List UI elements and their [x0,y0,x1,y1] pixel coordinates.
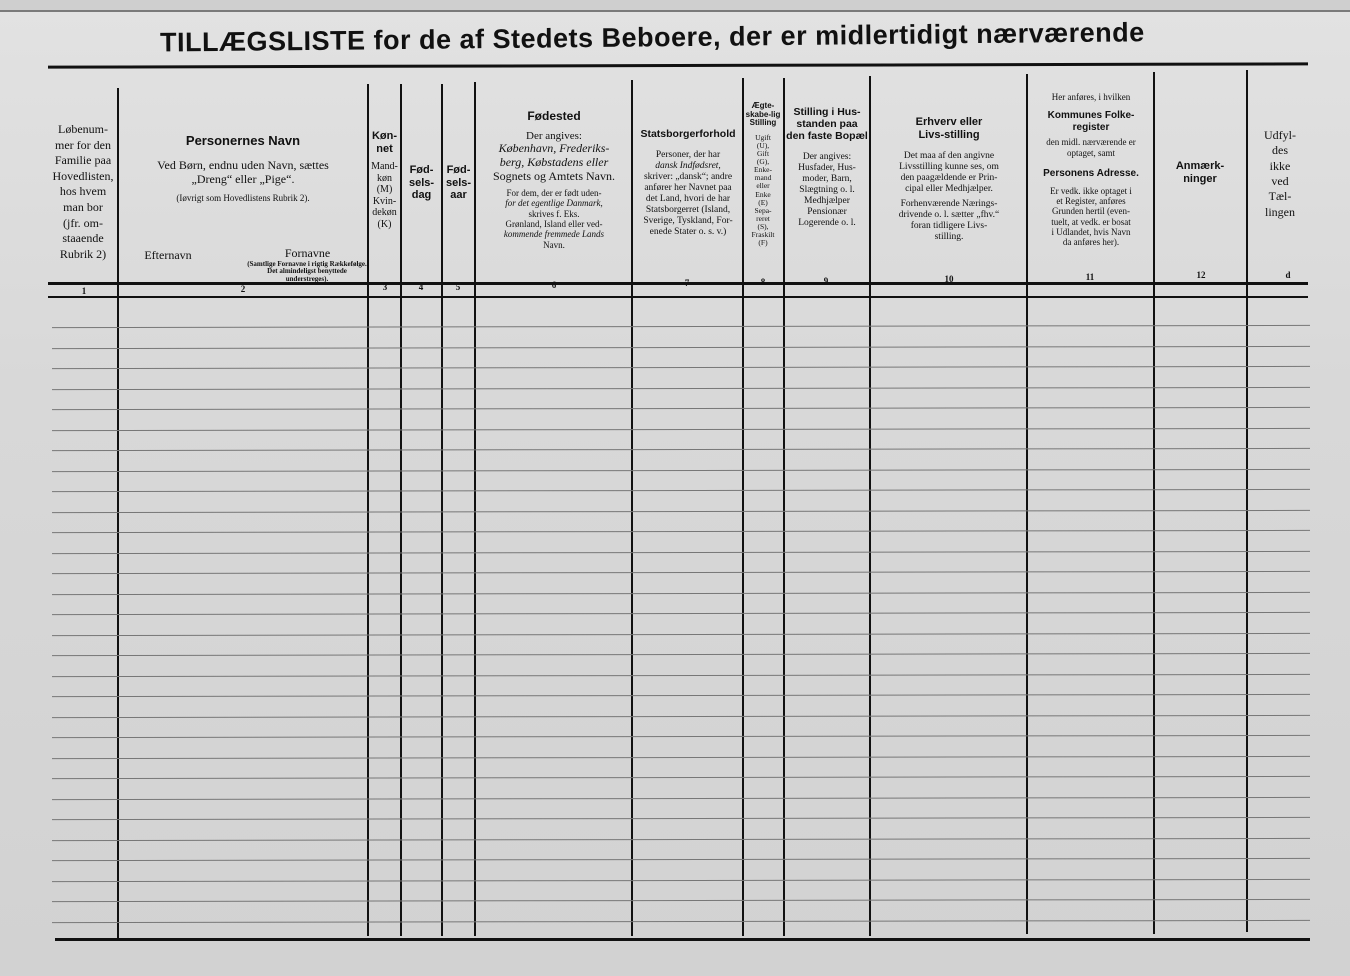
entry-row-line [52,366,1310,369]
col-d-line: Tæl- [1268,189,1292,204]
col6-heading: Fødested [527,110,581,123]
col-number-9: 9 [823,276,829,286]
col7-line: Sverige, Tyskland, For- [643,215,733,226]
col8-line: mand [754,173,772,183]
col9-line: Husfader, Hus- [798,163,856,174]
col7-line: Statsborgerret (Island, [645,204,731,215]
col12-heading: Anmærk-ninger [1175,160,1225,185]
col1-line: Familie paa [54,153,112,168]
col3-line: Kvin- [372,195,397,207]
entry-row-line [52,550,1310,553]
col10-line: Livsstilling kunne ses, om [899,162,999,173]
col-d-header [1250,128,1310,220]
col2-note3: (Iøvrigt som Hovedlistens Rubrik 2). [176,192,310,203]
col8-line: Sepa- [754,205,772,215]
col6-line: København, Frederiks- [498,141,610,156]
col9-line: Slægtning o. l. [799,184,855,195]
entry-row-line [52,325,1310,328]
col10-line: Forhenværende Nærings- [900,198,998,209]
entry-row-line [52,345,1310,348]
col10-heading: Erhverv eller Livs-stilling [915,116,983,141]
col10-line: Det maa af den angivne [903,151,995,162]
title-underline [48,62,1308,68]
col9-line: moder, Barn, [802,174,852,185]
col8-line: (U), [756,140,770,150]
col7-line: skriver: „dansk“; andre [643,171,733,182]
col-divider-10 [1026,74,1028,934]
col1-line: Rubrik 2) [59,246,107,261]
entry-row-line [52,776,1310,779]
col2-firstnames-label: Fornavne [284,247,331,260]
col11-heading2: Personens Adresse. [1043,168,1139,180]
col1-line: hos hvem [59,184,107,199]
entry-row-line [52,714,1310,717]
col8-line: eller [756,181,770,191]
entry-row-line [52,735,1310,738]
col3-line: (M) [376,184,393,196]
entry-row-line [52,878,1310,881]
col1-header [50,122,116,262]
col2-surname-label: Efternavn [144,249,192,262]
col2-firstnames-note: (Samtlige Fornavne i rigtig Rækkefølge. Det almindeligst benyttede understreges). [247,261,367,283]
col6-line: Navn. [543,239,565,250]
entry-row-line [52,796,1310,799]
col-number-12: 12 [1196,270,1206,280]
entry-row-line [52,448,1310,451]
col-divider-9 [869,76,871,936]
col9-line: Pensionær [807,206,847,217]
entry-row-line [52,899,1310,902]
col9-line: Medhjælper [804,195,850,206]
entry-row-line [52,858,1310,861]
col6-line: Der angives: [526,129,582,142]
col10-line: den paagældende er Prin- [900,173,998,184]
entry-row-line [52,489,1310,492]
col-divider-4 [441,84,443,936]
col4-heading: Fød-sels-dag [408,164,435,202]
col3-heading: Køn-net [371,130,398,155]
col-divider-6 [631,80,633,936]
col-d-line: ved [1271,174,1289,189]
entry-row-line [52,755,1310,758]
col7-line: anfører her Navnet paa [644,182,732,193]
col7-header [634,128,742,237]
col3-header [369,130,400,230]
col11-line: et Register, anføres [1056,195,1126,206]
col3-line: (K) [377,218,392,230]
col-divider-3 [400,84,402,936]
entry-row-line [52,427,1310,430]
col11-header [1029,92,1153,248]
col2-note1: Ved Børn, endnu uden Navn, sættes [157,157,329,172]
col-number-5: 5 [455,282,461,292]
col2-header [120,134,366,203]
col-d-line: lingen [1265,204,1295,219]
col8-line: reret [756,213,770,223]
col10-line: drivende o. l. sætter „fhv.“ [898,209,1000,220]
col9-line: Der angives: [802,152,852,163]
entry-row-line [52,632,1310,635]
col8-line: Enke [755,189,771,199]
col-number-7: 7 [684,278,690,288]
col11-line: da anføres her). [1062,237,1120,248]
col9-header [786,106,868,229]
entry-row-line [52,919,1310,922]
col11-line: i Udlandet, hvis Navn [1051,226,1131,237]
col6-line: For dem, der er født uden- [506,187,602,198]
col11-line: Er vedk. ikke optaget i [1050,185,1132,196]
col-number-11: 11 [1085,272,1095,282]
header-bottom-rule-2 [48,296,1308,298]
entry-row-line [52,386,1310,389]
col8-line: Ugift [755,132,771,142]
col10-header [872,116,1026,243]
col1-line: man bor [63,199,103,214]
col6-line: skrives f. Eks. [528,208,580,219]
col-divider-5 [474,82,476,936]
col7-line: det Land, hvori de har [645,193,731,204]
col6-line: Grønland, Island eller ved- [505,218,603,229]
col9-line: Logerende o. l. [798,217,856,228]
col6-line: berg, Købstadens eller [499,155,609,170]
col8-header [744,102,782,247]
col7-line: Personer, der har [655,150,721,161]
col11-mid: den midl. nærværende er optaget, samt [1046,137,1136,158]
col1-line: (jfr. om- [63,215,103,230]
col11-pre: Her anføres, i hvilken [1051,92,1131,102]
entry-row-line [52,468,1310,471]
col11-line: Grunden hertil (even- [1052,206,1130,217]
col1-line: Hovedlisten, [52,168,114,183]
col7-line: dansk Indfødsret, [655,160,721,171]
col8-heading: Ægte-skabe-lig Stilling [745,102,781,128]
col-divider-8 [783,78,785,936]
form-title: TILLÆGSLISTE for de af Stedets Beboere, der er midlertidigt nærværende [159,17,1145,58]
entry-row-line [52,694,1310,697]
col6-header [477,110,631,250]
entry-row-line [52,612,1310,615]
entry-row-line [52,530,1310,533]
table-bottom-rule [55,938,1310,941]
col3-line: Mand- [371,161,398,173]
col-divider-12 [1246,70,1248,932]
col11-heading: Kommunes Folke-register [1047,110,1135,133]
col8-line: Gift [756,149,770,159]
col10-line: cipal eller Medhjælper. [905,184,993,195]
col3-line: køn [377,172,392,184]
col9-heading: Stilling i Hus-standen paa den faste Bopæl [786,106,868,143]
col-number-2: 2 [240,284,246,294]
col-number-3: 3 [382,282,388,292]
entry-row-line [52,653,1310,656]
col2-heading: Personernes Navn [185,134,301,148]
col3-line: dekøn [372,207,397,219]
col-number-8: 8 [760,277,766,287]
col2-note2: „Dreng“ eller „Pige“. [191,171,295,186]
entry-row-line [52,571,1310,574]
entry-row-line [52,673,1310,676]
col8-line: (E) [758,197,768,207]
col-number-4: 4 [418,282,424,292]
col-d-line: des [1272,143,1288,158]
col1-line: Løbenum- [58,122,108,136]
col6-line: Sognets og Amtets Navn. [493,169,615,184]
entry-row-line [52,509,1310,512]
col-number-10: 10 [944,274,954,284]
col-number-d: d [1285,270,1291,280]
col8-line: (F) [758,238,768,248]
col1-line: mer for den [55,137,111,152]
col8-line: (G), [756,157,770,167]
col6-line: for det egentlige Danmark, [505,198,603,209]
entry-row-line [52,837,1310,840]
col6-line: kommende fremmede Lands [503,229,605,240]
col8-line: (S), [757,221,769,231]
col10-line: stilling. [934,231,964,242]
col8-line: Fraskilt [751,230,775,239]
col7-heading: Statsborgerforhold [640,128,736,140]
col1-line: staaende [62,231,104,246]
col10-line: foran tidligere Livs- [910,220,988,231]
col-d-line: ikke [1269,158,1291,173]
scan-top-edge [0,0,1350,12]
col-number-6: 6 [551,280,557,290]
col8-line: Enke- [754,165,772,175]
entry-row-line [52,817,1310,820]
col-number-1: 1 [81,286,87,296]
col-divider-1 [117,88,119,938]
col5-heading: Fød-sels-aar [445,164,472,202]
entry-row-line [52,591,1310,594]
col7-line: enede Stater o. s. v.) [649,226,727,237]
col11-line: tuelt, at vedk. er bosat [1051,216,1131,227]
col-d-line: Udfyl- [1264,128,1296,142]
entry-row-line [52,407,1310,410]
col-divider-11 [1153,72,1155,934]
